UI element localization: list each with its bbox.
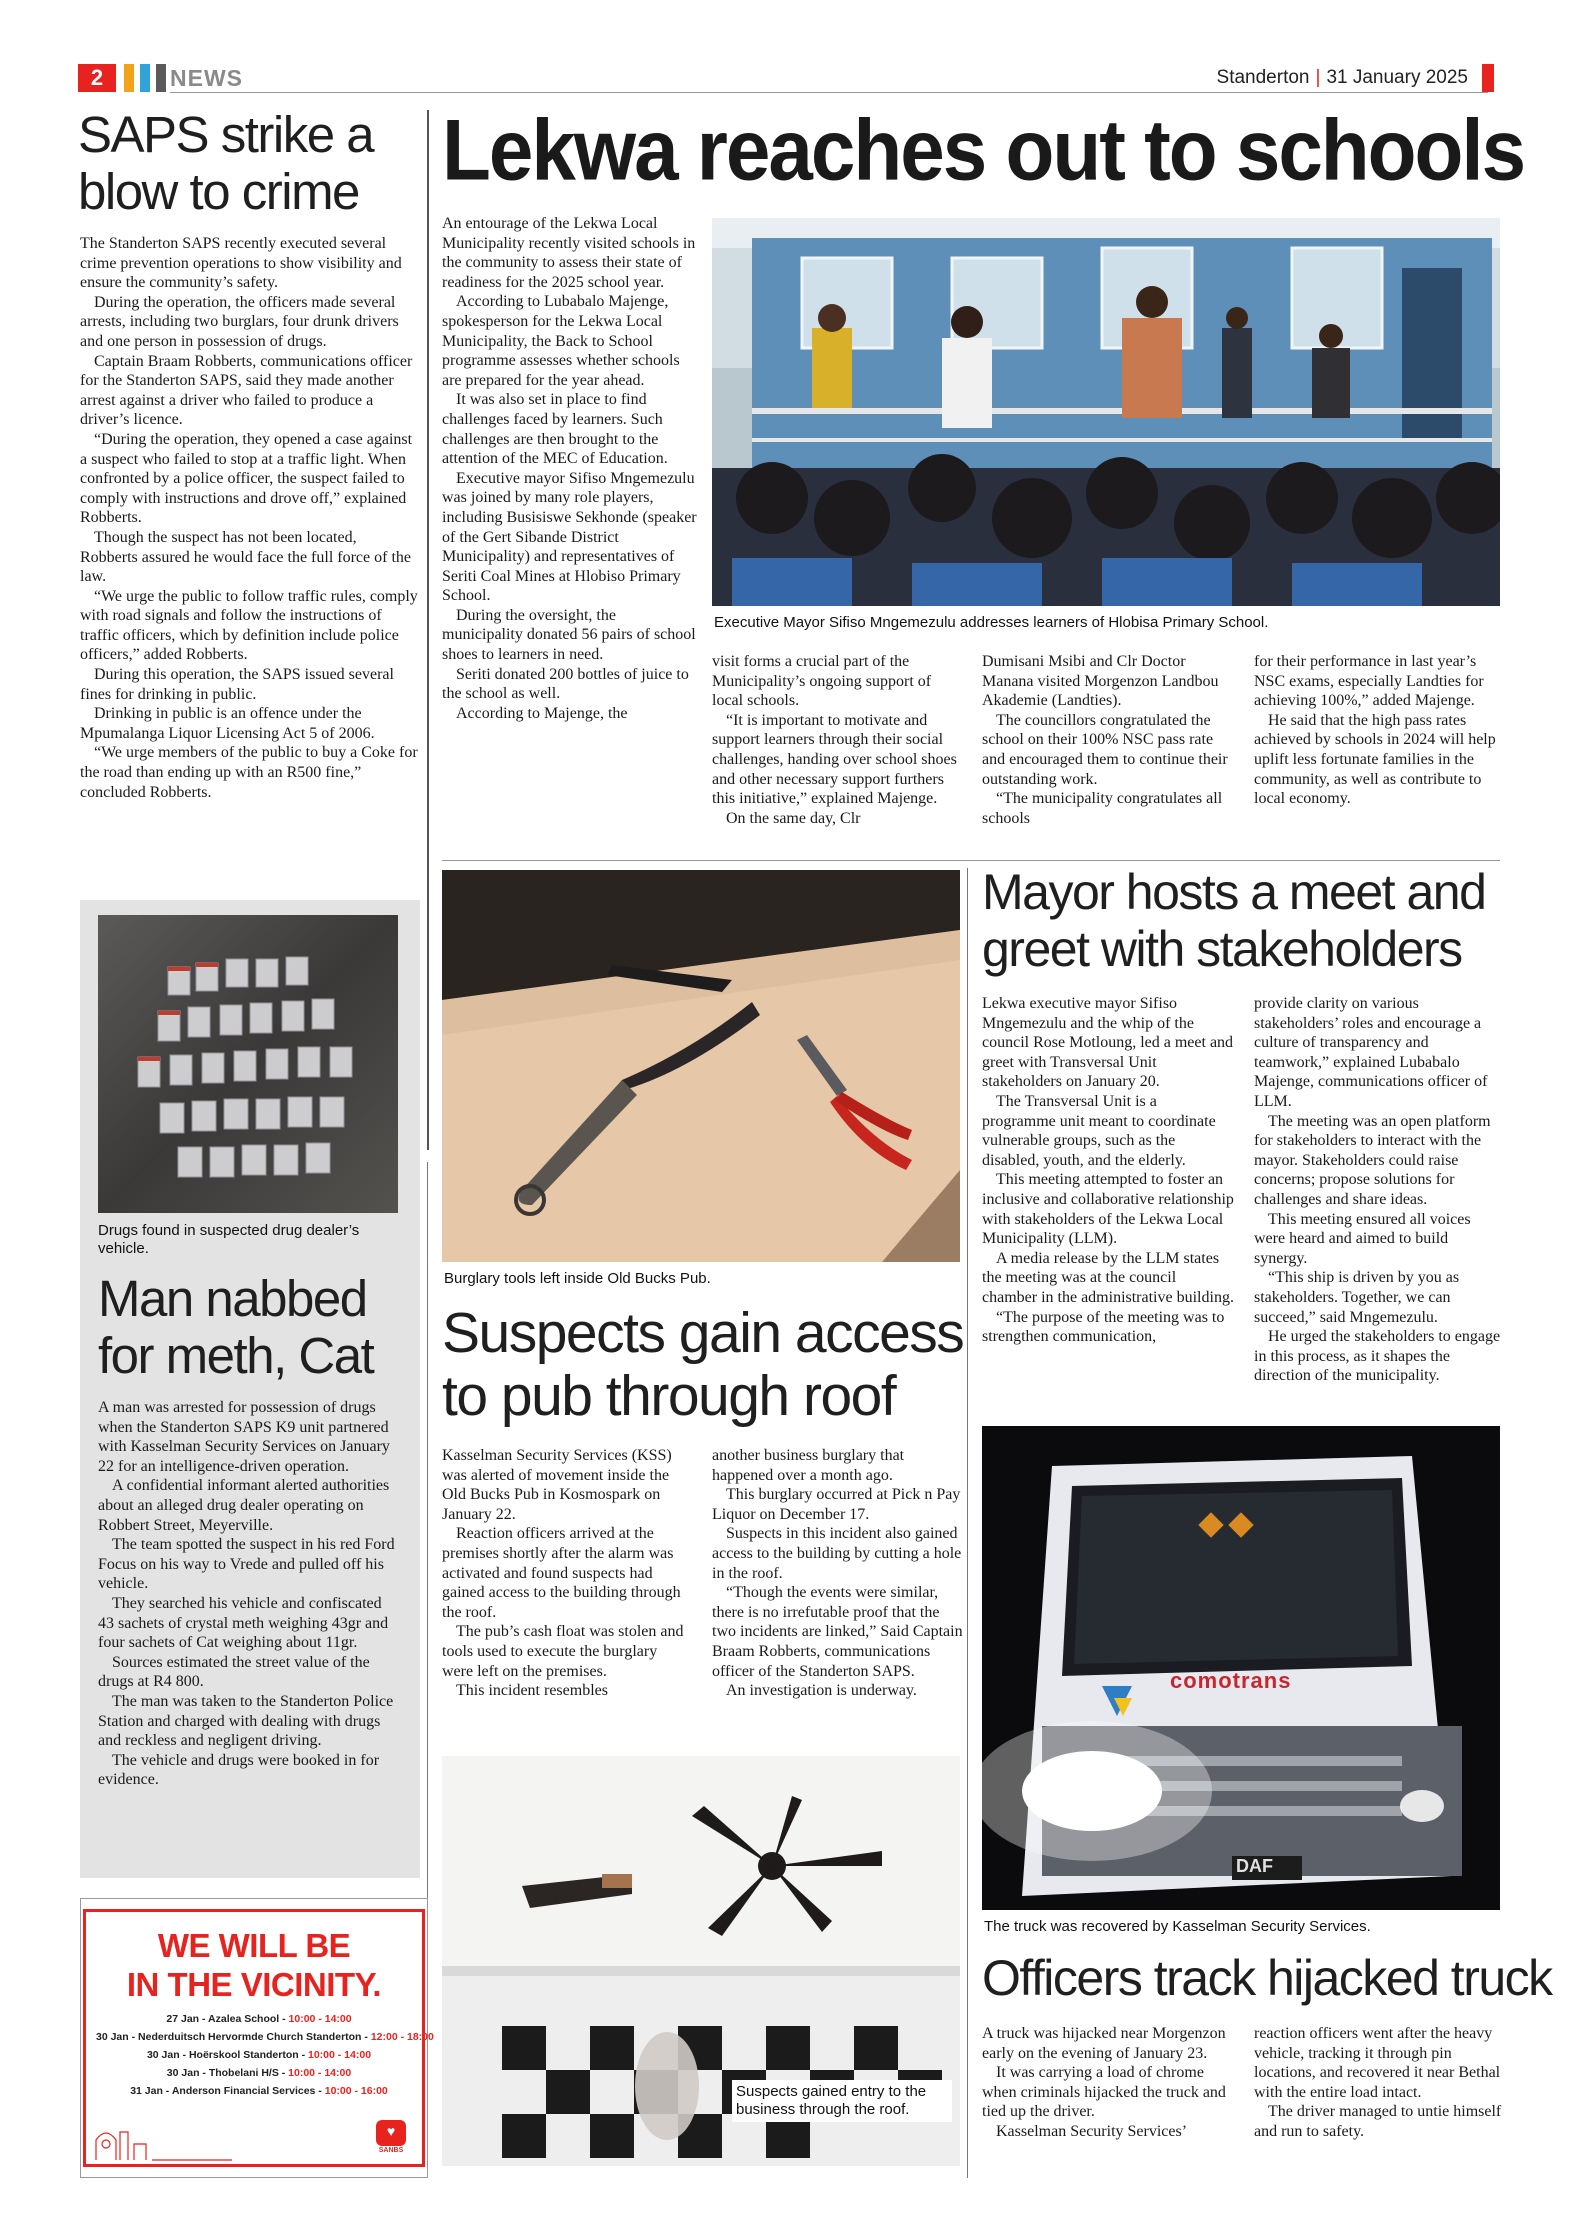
paragraph: Kasselman Security Services (KSS) was alerted of movement inside the Old Bucks Pub in Kosmospark on January 22.	[442, 1447, 672, 1523]
paragraph: Dumisani Msibi and Clr Doctor Manana visited Morgenzon Landbou Akademie (Landties).	[982, 653, 1219, 710]
headline-line: to pub through roof	[442, 1364, 896, 1428]
paragraph: The driver managed to untie himself and run to safety.	[1254, 2103, 1502, 2140]
burglary-tools-image	[442, 870, 960, 1262]
headline-line: blow to crime	[78, 163, 359, 220]
paragraph: “We urge the public to follow traffic rules, comply with road signals and follow the instructions of traffic officers, which by definition include police officers,” added Robberts.	[80, 587, 418, 664]
headline-line: greet with stakeholders	[982, 921, 1462, 977]
paragraph: for their performance in last year’s NSC exams, especially Landties for achieving 100%,” added Majenge.	[1254, 653, 1484, 710]
paragraph: According to Majenge, the	[456, 704, 628, 722]
lekwa-headline: Lekwa reaches out to schools	[442, 101, 1525, 198]
suspects-column-1	[442, 1446, 690, 1701]
schedule-text: 30 Jan - Nederduitsch Hervormde Church Standerton -	[96, 2031, 371, 2043]
truck-grille-text: DAF	[1236, 1856, 1273, 1876]
header-accent-bar	[140, 64, 150, 92]
paragraph: A media release by the LLM states the meeting was at the council chamber in the administrative building.	[982, 1249, 1234, 1306]
paragraph: On the same day, Clr	[726, 809, 861, 827]
lekwa-column-2	[712, 652, 960, 828]
paragraph: During the operation, the officers made several arrests, including two burglars, four drunk drivers and one person in possession of drugs.	[80, 293, 399, 350]
recovered-truck-photo	[982, 1426, 1500, 1910]
burglary-tools-photo	[442, 870, 960, 1262]
paragraph: visit forms a crucial part of the Municipality’s ongoing support of local schools.	[712, 653, 932, 710]
saps-strike-body	[80, 234, 418, 802]
headline-line: Man nabbed	[98, 1270, 367, 1327]
advert-border	[83, 1909, 434, 2167]
advert-schedule	[86, 2010, 434, 2100]
meth-story-body	[98, 1398, 398, 1790]
paragraph: Lekwa executive mayor Sifiso Mngemezulu and the whip of the council Rose Motloung, led a meet and greet with Transversal Unit stakeholders on January 20.	[982, 995, 1234, 1091]
truck-brand-text: comotrans	[1170, 1668, 1292, 1693]
paragraph: “We urge members of the public to buy a Coke for the road than ending up with an R500 fine,” concluded Robberts.	[80, 744, 418, 801]
officers-column-1	[982, 2024, 1234, 2142]
dateline-separator: |	[1315, 67, 1321, 88]
officers-headline: Officers track hijacked truck	[982, 1950, 1552, 2006]
roof-photo-caption: Suspects gained entry to the business through the roof.	[732, 2080, 952, 2122]
page-number: 2	[78, 64, 116, 92]
paragraph: They searched his vehicle and confiscated 43 sachets of crystal meth weighing 43gr and four sachets of Cat weighing about 11gr.	[98, 1594, 389, 1652]
suspects-headline	[442, 1302, 966, 1428]
paragraph: “Though the events were similar, there is no irrefutable proof that the two incidents are linked,” Said Captain Braam Robberts, communications officer of the Standerton SAPS.	[712, 1584, 963, 1680]
paragraph: It was carrying a load of chrome when criminals hijacked the truck and tied up the driver.	[982, 2064, 1226, 2121]
paragraph: Seriti donated 200 bottles of juice to the school as well.	[442, 665, 689, 703]
paragraph: During the oversight, the municipality donated 56 pairs of school shoes to learners in need.	[442, 606, 696, 664]
lekwa-column-1	[442, 214, 700, 723]
paragraph: Though the suspect has not been located, Robberts assured he would face the full force of the law.	[80, 528, 411, 586]
school-assembly-image	[712, 218, 1500, 606]
advert-title-line: IN THE VICINITY.	[126, 1966, 382, 2003]
issue-date: 31 January 2025	[1326, 67, 1468, 88]
schedule-text: 27 Jan - Azalea School -	[166, 2013, 289, 2025]
paragraph: The meeting was an open platform for stakeholders to interact with the mayor. Stakeholders could raise concerns; propose solutions for challenges and share ideas.	[1254, 1112, 1491, 1208]
drugs-photo-caption: Drugs found in suspected drug dealer’s vehicle.	[98, 1222, 360, 1257]
header-rule	[170, 92, 1488, 93]
sanbs-logo-text: SANBS	[378, 2147, 404, 2154]
mayor-column-2	[1254, 994, 1502, 1386]
roof-entry-photo	[442, 1756, 960, 2166]
officers-column-2	[1254, 2024, 1502, 2142]
header-accent-bar	[156, 64, 166, 92]
blood-drive-advert	[80, 1898, 434, 2178]
paragraph: “It is important to motivate and support learners through their social challenges, handing over school shoes and other necessary support furthers this initiative,” explained Majenge.	[712, 711, 957, 808]
advert-title	[86, 1926, 422, 2004]
headline-line: Suspects gain access	[442, 1301, 964, 1365]
paragraph: Captain Braam Robberts, communications officer for the Standerton SAPS, said they made another arrest against a driver who failed to produce a driver’s licence.	[80, 352, 413, 429]
saps-strike-headline	[78, 106, 418, 220]
schedule-item	[96, 2082, 422, 2100]
paragraph: Kasselman Security Services’	[996, 2122, 1188, 2140]
paragraph: The team spotted the suspect in his red Ford Focus on his way to Vrede and pulled off his vehicle.	[98, 1536, 395, 1593]
header-red-tab	[1482, 64, 1494, 92]
schedule-item	[96, 2064, 422, 2082]
schedule-item	[96, 2046, 422, 2064]
paragraph: It was also set in place to find challenges faced by learners. Such challenges are then brought to the attention of the MEC of Education.	[442, 391, 668, 468]
headline-line: SAPS strike a	[78, 106, 374, 163]
paragraph: Executive mayor Sifiso Mngemezulu was joined by many role players, including Busisiswe Sekhonde (speaker of the Gert Sibande District Municipality) and representatives of Seriti Coal Mines at Hlobiso Primary School.	[442, 469, 697, 605]
paragraph: “This ship is driven by you as stakeholders. Together, we can succeed,” said Mngemezulu.	[1254, 1269, 1460, 1326]
section-rule	[442, 860, 1500, 861]
paragraph: This meeting attempted to foster an inclusive and collaborative relationship with stakeholders of the Lekwa Local Municipality (LLM).	[982, 1171, 1234, 1248]
paragraph: The man was taken to the Standerton Police Station and charged with dealing with drugs and reckless and negligent driving.	[98, 1692, 394, 1750]
paragraph: Sources estimated the street value of the drugs at R4 800.	[98, 1653, 370, 1691]
schedule-time: 10:00 - 14:00	[288, 2013, 352, 2025]
schedule-text: 30 Jan - Thobelani H/S -	[166, 2067, 289, 2079]
skyline-illustration	[94, 2122, 234, 2162]
section-label: NEWS	[170, 65, 243, 91]
suspects-column-2	[712, 1446, 964, 1701]
paragraph: An entourage of the Lekwa Local Municipality recently visited schools in the community to assess their state of readiness for the 2025 school year.	[442, 215, 696, 291]
publication-name: Standerton	[1216, 67, 1310, 88]
schedule-time: 10:00 - 16:00	[324, 2085, 388, 2097]
paragraph: The pub’s cash float was stolen and tools used to execute the burglary were left on the premises.	[442, 1623, 684, 1680]
schedule-text: 30 Jan - Hoërskool Standerton -	[146, 2049, 308, 2061]
headline-line: Mayor hosts a meet and	[982, 864, 1486, 920]
column-divider	[427, 110, 429, 1150]
paragraph: Drinking in public is an offence under the Mpumalanga Liquor Licensing Act 5 of 2006.	[80, 705, 375, 742]
schedule-time: 12:00 - 18:00	[370, 2031, 434, 2043]
mayor-column-1	[982, 994, 1234, 1347]
header-accent-bar	[124, 64, 134, 92]
blood-drop-icon: ♥	[376, 2120, 406, 2146]
header-dateline	[1217, 64, 1468, 92]
paragraph: reaction officers went after the heavy vehicle, tracking it through pin locations, and recovered it near Bethal with the entire load intact.	[1254, 2025, 1501, 2101]
paragraph: This incident resembles	[456, 1682, 608, 1700]
paragraph: He urged the stakeholders to engage in this process, as it shapes the direction of the municipality.	[1254, 1328, 1501, 1385]
paragraph: An investigation is underway.	[726, 1682, 917, 1700]
paragraph: another business burglary that happened over a month ago.	[712, 1447, 905, 1484]
schedule-time: 10:00 - 14:00	[308, 2049, 372, 2061]
paragraph: A confidential informant alerted authorities about an alleged drug dealer operating on Robbert Street, Meyerville.	[98, 1477, 390, 1534]
paragraph: The vehicle and drugs were booked in for evidence.	[98, 1751, 380, 1789]
column-divider	[967, 868, 968, 2178]
advert-title-line: WE WILL BE	[157, 1927, 351, 1964]
meth-story-headline	[98, 1270, 418, 1384]
paragraph: The Transversal Unit is a programme unit meant to coordinate vulnerable groups, such as the disabled, youth, and the elderly.	[982, 1092, 1216, 1169]
drugs-image	[98, 915, 398, 1213]
paragraph: According to Lubabalo Majenge, spokesperson for the Lekwa Local Municipality, the Back to School programme assesses whether schools are prepared for the year ahead.	[442, 293, 680, 389]
paragraph: “During the operation, they opened a case against a suspect who failed to stop at a traffic light. When confronted by a police officer, the suspect failed to comply with instructions and drove off,” explained Robberts.	[80, 430, 413, 527]
paragraph: “The municipality congratulates all schools	[982, 790, 1223, 827]
drugs-photo	[98, 915, 398, 1213]
paragraph: This meeting ensured all voices were heard and aimed to build synergy.	[1254, 1210, 1471, 1267]
schedule-item	[96, 2010, 422, 2028]
paragraph: The Standerton SAPS recently executed several crime prevention operations to show visibility and ensure the community’s safety.	[80, 235, 402, 292]
lekwa-school-photo	[712, 218, 1500, 606]
paragraph: Suspects in this incident also gained access to the building by cutting a hole in the roof.	[712, 1525, 962, 1582]
paragraph: The councillors congratulated the school on their 100% NSC pass rate and encouraged them to continue their outstanding work.	[982, 711, 1228, 788]
sanbs-logo	[374, 2120, 408, 2160]
lekwa-photo-caption: Executive Mayor Sifiso Mngemezulu addresses learners of Hlobisa Primary School.	[714, 614, 1269, 631]
paragraph: This burglary occurred at Pick n Pay Liquor on December 17.	[712, 1486, 961, 1523]
schedule-item	[96, 2028, 434, 2046]
lekwa-column-4	[1254, 652, 1502, 809]
burglary-photo-caption: Burglary tools left inside Old Bucks Pub.	[444, 1270, 711, 1287]
paragraph: Reaction officers arrived at the premises shortly after the alarm was activated and found suspects had gained access to the building through the roof.	[442, 1525, 681, 1621]
mayor-headline	[982, 864, 1502, 978]
schedule-text: 31 Jan - Anderson Financial Services -	[130, 2085, 325, 2097]
paragraph: provide clarity on various stakeholders’ roles and encourage a culture of transparency and teamwork,” explained Lubabalo Majenge, communications officer of LLM.	[1254, 995, 1488, 1110]
schedule-time: 10:00 - 14:00	[288, 2067, 352, 2079]
paragraph: A man was arrested for possession of drugs when the Standerton SAPS K9 unit partnered with Kasselman Security Services on January 22 for an intelligence-driven operation.	[98, 1399, 390, 1475]
truck-photo-caption: The truck was recovered by Kasselman Security Services.	[984, 1918, 1371, 1935]
paragraph: He said that the high pass rates achieved by schools in 2024 will help uplift less fortunate families in the community, as well as contribute to local economy.	[1254, 711, 1496, 808]
paragraph: A truck was hijacked near Morgenzon early on the evening of January 23.	[982, 2025, 1226, 2062]
headline-line: for meth, Cat	[98, 1327, 374, 1384]
paragraph: “The purpose of the meeting was to strengthen communication,	[982, 1308, 1225, 1346]
paragraph: During this operation, the SAPS issued several fines for drinking in public.	[80, 666, 394, 703]
lekwa-column-3	[982, 652, 1230, 828]
